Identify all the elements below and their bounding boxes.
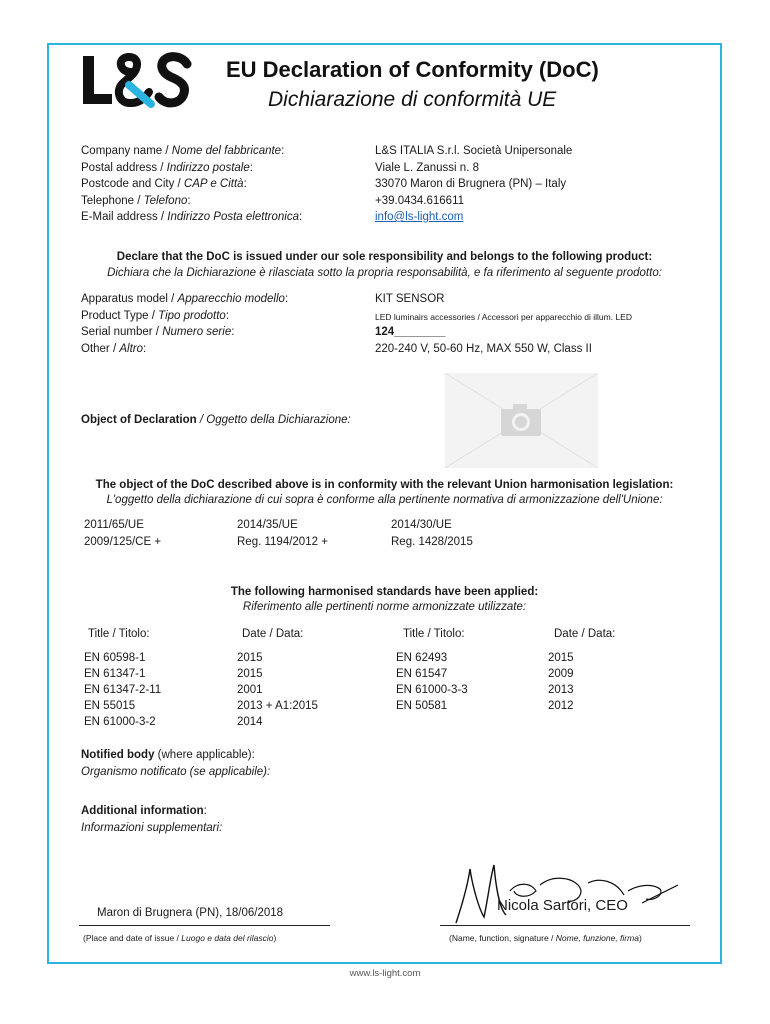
standard-date: 2014 <box>237 716 263 728</box>
standard-title: EN 61547 <box>396 668 448 680</box>
title-english: EU Declaration of Conformity (DoC) <box>226 57 599 82</box>
apparatus-model-label: Apparatus model / Apparecchio modello: <box>81 293 289 305</box>
telephone-label: Telephone / Telefono: <box>81 195 191 207</box>
standard-title: EN 60598-1 <box>84 652 146 664</box>
directive-item: Reg. 1428/2015 <box>391 536 473 548</box>
directive-item: 2009/125/CE + <box>84 536 162 548</box>
telephone-value: +39.0434.616611 <box>375 195 465 207</box>
place-date-line <box>79 925 330 926</box>
declare-italian: Dichiara che la Dichiarazione è rilasciata sotto la propria responsabilità, e fa riferimento al seguente prodotto: <box>107 267 662 279</box>
signatory-name: Nicola Sartori, CEO <box>497 897 628 914</box>
conformity-italian: L'oggetto della dichiarazione di cui sopra è conforme alla pertinente normativa di armonizzazione dell'Unione: <box>106 494 663 506</box>
notified-body-label: Notified body (where applicable): <box>81 749 255 761</box>
ls-logo <box>79 52 194 108</box>
product-photo-placeholder <box>445 373 598 468</box>
serial-number-label: Serial number / Numero serie: <box>81 326 235 338</box>
email-link[interactable]: info@ls-light.com <box>375 211 464 223</box>
standard-title: EN 55015 <box>84 700 136 712</box>
column-header-title: Title / Titolo: <box>88 628 150 640</box>
standard-date: 2015 <box>237 652 263 664</box>
directive-item: 2011/65/UE <box>84 519 144 531</box>
company-name-label: Company name / Nome del fabbricante: <box>81 145 285 157</box>
directive-item: 2014/30/UE <box>391 519 452 531</box>
standards-heading-english: The following harmonised standards have been applied: <box>230 586 539 598</box>
product-type-value: LED luminairs accessories / Accessori per apparecchio di illum. LED <box>375 312 632 322</box>
declare-english: Declare that the DoC is issued under our sole responsibility and belongs to the following product: <box>116 251 653 263</box>
standard-date: 2012 <box>548 700 574 712</box>
postcode-city-value: 33070 Maron di Brugnera (PN) – Italy <box>375 178 567 190</box>
signature-caption: (Name, function, signature / Nome, funzione, firma) <box>449 933 642 943</box>
standard-title: EN 62493 <box>396 652 448 664</box>
column-header-title: Title / Titolo: <box>403 628 465 640</box>
directive-item: Reg. 1194/2012 + <box>237 536 328 548</box>
apparatus-model-value: KIT SENSOR <box>375 293 445 305</box>
standard-title: EN 50581 <box>396 700 448 712</box>
additional-info-label-italian: Informazioni supplementari: <box>81 822 223 834</box>
standard-title: EN 61347-2-11 <box>84 684 162 696</box>
postcode-city-label: Postcode and City / CAP e Città: <box>81 178 247 190</box>
footer-website[interactable]: www.ls-light.com <box>349 968 421 979</box>
company-name-value: L&S ITALIA S.r.l. Società Unipersonale <box>375 145 573 157</box>
other-label: Other / Altro: <box>81 343 147 355</box>
title-italian: Dichiarazione di conformità UE <box>268 88 557 111</box>
object-of-declaration-label: Object of Declaration / Oggetto della Dichiarazione: <box>81 414 351 426</box>
other-value: 220-240 V, 50-60 Hz, MAX 550 W, Class II <box>375 343 592 355</box>
camera-icon <box>445 373 598 468</box>
standard-date: 2001 <box>237 684 263 696</box>
handwritten-signature <box>448 855 688 930</box>
conformity-english: The object of the DoC described above is in conformity with the relevant Union harmonisation legislation: <box>95 479 674 491</box>
standard-date: 2013 <box>548 684 574 696</box>
notified-body-label-italian: Organismo notificato (se applicabile): <box>81 766 271 778</box>
standard-title: EN 61000-3-3 <box>396 684 468 696</box>
standard-date: 2015 <box>237 668 263 680</box>
postal-address-label: Postal address / Indirizzo postale: <box>81 162 253 174</box>
product-type-label: Product Type / Tipo prodotto: <box>81 310 230 322</box>
serial-number-value: 124________ <box>375 326 446 338</box>
column-header-date: Date / Data: <box>554 628 616 640</box>
standard-date: 2015 <box>548 652 574 664</box>
postal-address-value: Viale L. Zanussi n. 8 <box>375 162 479 174</box>
directive-item: 2014/35/UE <box>237 519 298 531</box>
additional-info-label: Additional information: <box>81 805 207 817</box>
email-label: E-Mail address / Indirizzo Posta elettronica: <box>81 211 303 223</box>
standard-date: 2013 + A1:2015 <box>237 700 318 712</box>
standards-heading-italian: Riferimento alle pertinenti norme armonizzate utilizzate: <box>242 601 527 613</box>
standard-date: 2009 <box>548 668 574 680</box>
place-date-caption: (Place and date of issue / Luogo e data del rilascio) <box>83 933 277 943</box>
signature-line <box>440 925 690 926</box>
column-header-date: Date / Data: <box>242 628 304 640</box>
standard-title: EN 61000-3-2 <box>84 716 156 728</box>
place-date-of-issue: Maron di Brugnera (PN), 18/06/2018 <box>97 907 284 919</box>
standard-title: EN 61347-1 <box>84 668 146 680</box>
